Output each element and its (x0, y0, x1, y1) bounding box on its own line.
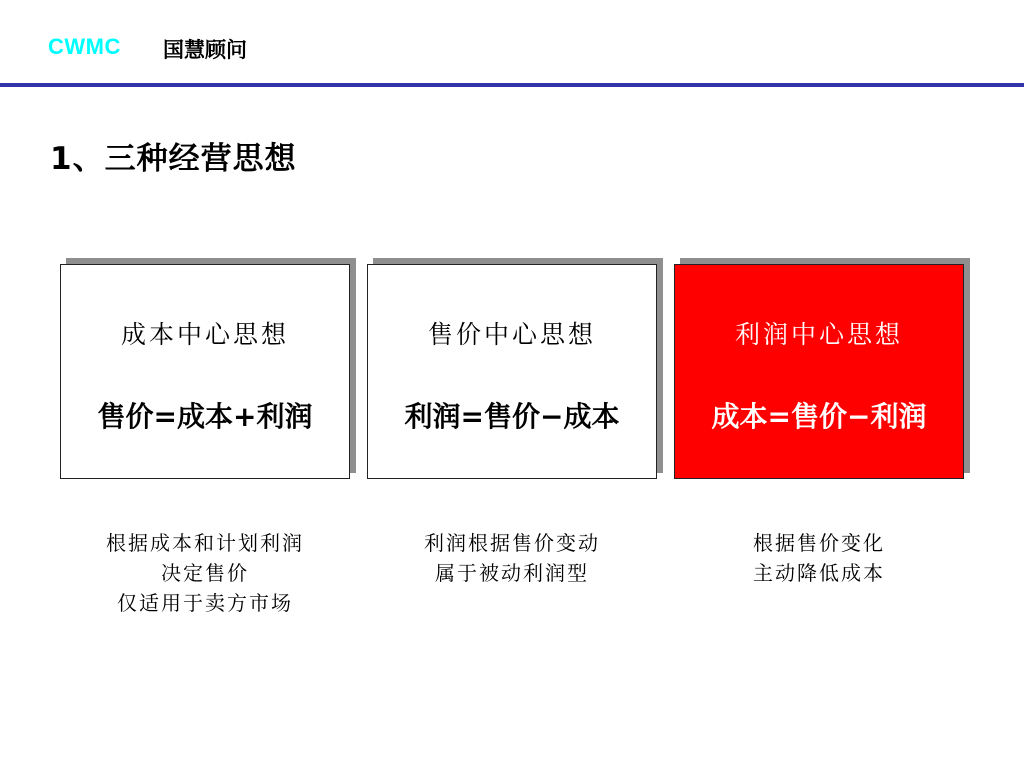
card-formula: 利润=售价−成本 (404, 400, 620, 433)
card-title: 利润中心思想 (734, 320, 903, 349)
concept-card-cost-centered (60, 264, 350, 479)
slide-header (0, 0, 1024, 88)
card-title: 售价中心思想 (427, 320, 596, 349)
card-description-cost-centered (60, 528, 350, 618)
description-line: 决定售价 (161, 561, 249, 585)
description-line: 根据成本和计划利润 (106, 531, 304, 555)
card-body (367, 264, 657, 479)
company-name: 国慧顾问 (163, 38, 247, 62)
card-body (60, 264, 350, 479)
description-line: 利润根据售价变动 (424, 531, 600, 555)
page-title: 1、三种经营思想 (50, 141, 297, 177)
description-line: 仅适用于卖方市场 (117, 591, 293, 615)
card-body-highlighted (674, 264, 964, 479)
description-line: 主动降低成本 (753, 561, 885, 585)
concept-card-profit-centered (674, 264, 964, 479)
card-description-profit-centered (674, 528, 964, 588)
header-divider (0, 83, 1024, 87)
description-line: 根据售价变化 (753, 531, 885, 555)
brand-logo-text: CWMC (48, 34, 121, 59)
concept-card-price-centered (367, 264, 657, 479)
card-formula: 成本=售价−利润 (711, 400, 927, 433)
card-formula: 售价=成本+利润 (97, 400, 313, 433)
description-line: 属于被动利润型 (435, 561, 589, 585)
card-description-price-centered (367, 528, 657, 588)
card-title: 成本中心思想 (120, 320, 289, 349)
